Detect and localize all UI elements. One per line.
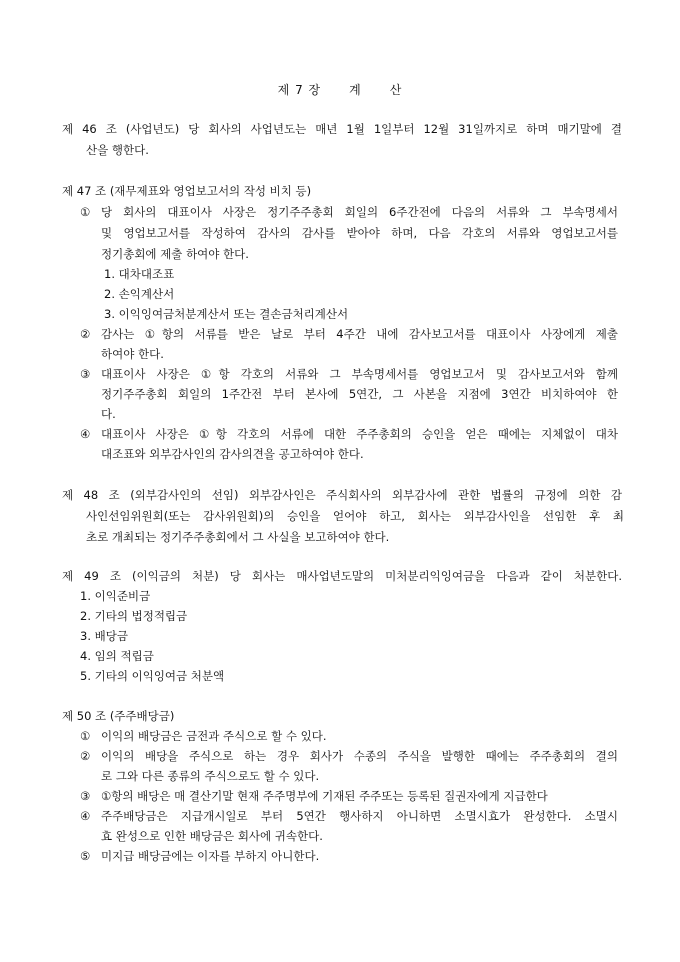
- item-marker: ①: [80, 205, 91, 219]
- article-50-item-2: [80, 748, 618, 764]
- article-49-heading: 제 49 조 (이익금의 처분) 당 회사는 매사업년도말의 미처분리익잉여금을 다음과 같이 처분한다.: [62, 569, 622, 583]
- article-48-line-1: 제 48 조 (외부감사인의 선임) 외부감사인은 주식회사의 외부감사에 관한 법률의 규정에 의한 감: [62, 488, 622, 502]
- article-50-item-2-line-2: 로 그와 다른 종류의 주식으로도 할 수 있다.: [101, 769, 320, 783]
- chapter-title-char-2: 산: [389, 83, 403, 97]
- article-47-item-1-line-1: 당 회사의 대표이사 사장은 정기주주총회 회일의 6주간전에 다음의 서류와 그 부속명세서: [101, 205, 618, 219]
- article-47-item-1-line-3: 정기총회에 제출 하여야 한다.: [101, 247, 249, 261]
- article-47-item-2-line-2: 하여야 한다.: [101, 347, 164, 361]
- article-50-item-5-line-1: 미지급 배당금에는 이자를 부하지 아니한다.: [101, 849, 320, 863]
- article-47-item-2: [80, 326, 618, 342]
- article-50-item-5: [80, 848, 319, 864]
- article-47-item-1-line-2: 및 영업보고서를 작성하여 감사의 감사를 받아야 하며, 다음 각호의 서류와 영업보고서를: [101, 226, 618, 240]
- article-50-heading: 제 50 조 (주주배당금): [62, 709, 175, 723]
- article-47-item-1: [80, 204, 618, 220]
- article-49-item-3: 3. 배당금: [80, 629, 128, 643]
- article-49-item-2: 2. 기타의 법정적립금: [80, 609, 188, 623]
- article-47-item-3-line-3: 다.: [101, 407, 116, 421]
- chapter-number: 제 7 장: [277, 83, 322, 97]
- item-marker: ④: [80, 427, 91, 441]
- article-50-item-3: [80, 788, 548, 804]
- article-46-line-2: 산을 행한다.: [86, 143, 149, 157]
- article-49-item-5: 5. 기타의 이익잉여금 처분액: [80, 669, 225, 683]
- article-50-item-3-line-1: ①항의 배당은 매 결산기말 현재 주주명부에 기재된 주주또는 등록된 질권자에게 지급한다: [101, 789, 548, 803]
- article-50-item-4: [80, 808, 618, 824]
- article-46-line-1: 제 46 조 (사업년도) 당 회사의 사업년도는 매년 1월 1일부터 12월 31일까지로 하며 매기말에 결: [62, 122, 622, 136]
- article-47-item-3-line-2: 정기주주총회 회일의 1주간전 부터 본사에 5연간, 그 사본을 지점에 3연간 비치하여야 한: [101, 387, 618, 401]
- article-50-item-1-line-1: 이익의 배당금은 금전과 주식으로 할 수 있다.: [101, 729, 327, 743]
- item-marker: ①: [80, 729, 91, 743]
- article-47-item-4-line-2: 대조표와 외부감사인의 감사의견을 공고하여야 한다.: [101, 447, 364, 461]
- article-48-line-3: 초로 개최되는 정기주주총회에서 그 사실을 보고하여야 한다.: [86, 530, 390, 544]
- article-47-item-4-line-1: 대표이사 사장은 ①항 각호의 서류에 대한 주주총회의 승인을 얻은 때에는 지체없이 대차: [101, 427, 618, 441]
- item-marker: ②: [80, 327, 91, 341]
- chapter-title-char-1: 계: [349, 83, 362, 97]
- article-50-item-2-line-1: 이익의 배당을 주식으로 하는 경우 회사가 수종의 주식을 발행한 때에는 주주총회의 결의: [101, 749, 618, 763]
- article-47-item-3: [80, 366, 618, 382]
- item-marker: ②: [80, 749, 91, 763]
- article-49-item-1: 1. 이익준비금: [80, 589, 151, 603]
- article-50-item-4-line-2: 효 완성으로 인한 배당금은 회사에 귀속한다.: [101, 829, 323, 843]
- item-marker: ⑤: [80, 849, 91, 863]
- article-47-item-2-line-1: 감사는 ①항의 서류를 받은 날로 부터 4주간 내에 감사보고서를 대표이사 사장에게 제출: [101, 327, 618, 341]
- article-47-item-3-line-1: 대표이사 사장은 ①항 각호의 서류와 그 부속명세서를 영업보고서 및 감사보고서와 함께: [101, 367, 618, 381]
- article-49-item-4: 4. 임의 적립금: [80, 649, 154, 663]
- article-47-sub-3: 3. 이익잉여금처분계산서 또는 결손금처리계산서: [104, 307, 349, 321]
- article-47-heading: 제 47 조 (재무제표와 영업보고서의 작성 비치 등): [62, 184, 312, 198]
- article-47-sub-1: 1. 대차대조표: [104, 267, 175, 281]
- item-marker: ③: [80, 367, 91, 381]
- item-marker: ③: [80, 789, 91, 803]
- item-marker: ④: [80, 809, 91, 823]
- article-47-item-4: [80, 426, 618, 442]
- chapter-title: [0, 81, 680, 98]
- article-50-item-4-line-1: 주주배당금은 지급개시일로 부터 5연간 행사하지 아니하면 소멸시효가 완성한다. 소멸시: [101, 809, 618, 823]
- article-48-line-2: 사인선임위원회(또는 감사위원회)의 승인을 얻어야 하고, 회사는 외부감사인을 선임한 후 최: [86, 509, 624, 523]
- article-47-sub-2: 2. 손익계산서: [104, 287, 175, 301]
- article-50-item-1: [80, 728, 327, 744]
